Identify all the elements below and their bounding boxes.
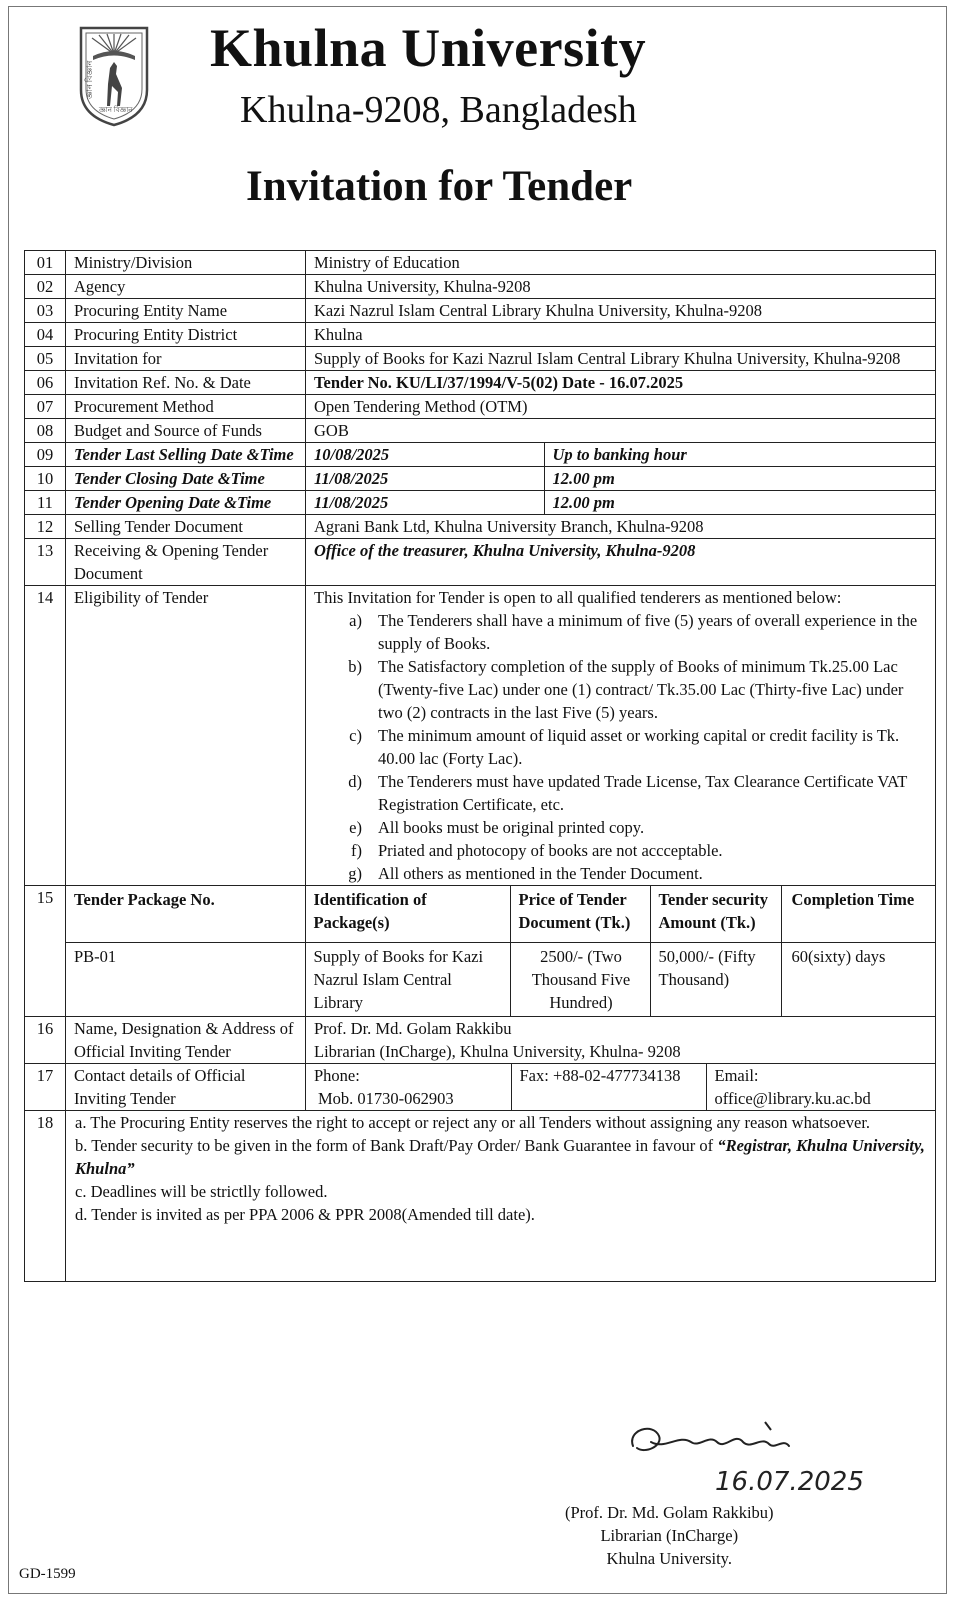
tender-table [24, 250, 936, 1282]
row-number: 11 [25, 491, 66, 515]
university-logo [77, 24, 151, 128]
row-number: 07 [25, 395, 66, 419]
row-label: Tender Opening Date &Time [66, 491, 306, 515]
table-row [25, 323, 936, 347]
list-item: f) Priated and photocopy of books are not accceptable. [351, 841, 723, 860]
svg-text:জ্ঞান বিজ্ঞান: জ্ঞান বিজ্ঞান [85, 60, 94, 99]
footer-code: GD-1599 [19, 1566, 76, 1582]
table-row [25, 251, 936, 275]
row-label: Procuring Entity District [66, 323, 306, 347]
table-row [25, 539, 936, 586]
table-row [25, 467, 936, 491]
row-label: Eligibility of Tender [66, 586, 306, 886]
row-value: GOB [306, 419, 936, 443]
row-value: Agrani Bank Ltd, Khulna University Branch, Khulna-9208 [306, 515, 936, 539]
svg-text:16.07.2025: 16.07.2025 [715, 1467, 864, 1497]
table-row [25, 515, 936, 539]
row-number: 05 [25, 347, 66, 371]
closing-date: 11/08/2025 [306, 467, 544, 490]
row-label: Tender Closing Date &Time [66, 467, 306, 491]
row-number: 13 [25, 539, 66, 586]
row-label: Invitation Ref. No. & Date [66, 371, 306, 395]
row-value: Ministry of Education [306, 251, 936, 275]
row-number: 06 [25, 371, 66, 395]
phone-label: Phone: [314, 1066, 360, 1085]
row-label: Selling Tender Document [66, 515, 306, 539]
official-details [306, 1017, 936, 1064]
security-amount: 50,000/- (Fifty Thousand) [650, 943, 781, 1017]
list-item: g) All others as mentioned in the Tender Document. [348, 864, 703, 883]
row-label: Procurement Method [66, 395, 306, 419]
list-item: c) The minimum amount of liquid asset or working capital or credit facility is Tk. 40.00 lac (Forty Lac). [349, 726, 900, 768]
row-label: Agency [66, 275, 306, 299]
row-label: Procuring Entity Name [66, 299, 306, 323]
opening-date: 11/08/2025 [306, 491, 544, 514]
row-number: 17 [25, 1064, 66, 1111]
svg-text:জ্ঞান বিজ্ঞান: জ্ঞান বিজ্ঞান [99, 106, 133, 114]
official-row [25, 1017, 936, 1064]
note-b: b. Tender security to be given in the form of Bank Draft/Pay Order/ Bank Guarantee in favour of “Registrar, Khulna University, Khulna” [75, 1136, 925, 1178]
list-item: b) The Satisfactory completion of the supply of Books of minimum Tk.25.00 Lac (Twenty-five Lac) under one (1) contract/ Tk.35.00 Lac (Thirty-five Lac) under two (2) contracts in the last Five (5) years. [348, 657, 904, 722]
row-number: 02 [25, 275, 66, 299]
package-header: Completion Time [781, 886, 935, 943]
table-row [25, 491, 936, 515]
row-number: 10 [25, 467, 66, 491]
row-number: 18 [25, 1111, 66, 1282]
document-price: 2500/- (Two Thousand Five Hundred) [510, 943, 650, 1017]
row-label: Invitation for [66, 347, 306, 371]
fax-number: Fax: +88-02-477734138 [511, 1064, 706, 1110]
list-item: d) The Tenderers must have updated Trade License, Tax Clearance Certificate VAT Registration Certificate, etc. [348, 772, 908, 814]
email-label: Email: [714, 1066, 759, 1085]
receiving-office: Office of the treasurer, Khulna University, Khulna-9208 [306, 539, 936, 586]
row-label: Budget and Source of Funds [66, 419, 306, 443]
eligibility-list [314, 609, 929, 885]
row-number: 16 [25, 1017, 66, 1064]
row-number: 04 [25, 323, 66, 347]
table-row [25, 419, 936, 443]
note-a: a. The Procuring Entity reserves the right to accept or reject any or all Tenders without assigning any reason whatsoever. [75, 1113, 871, 1132]
package-header: Tender Package No. [66, 886, 305, 943]
row-number: 12 [25, 515, 66, 539]
table-row [25, 395, 936, 419]
row-number: 01 [25, 251, 66, 275]
signatory-org: Khulna University. [606, 1549, 732, 1568]
table-row [25, 347, 936, 371]
row-number: 15 [25, 886, 66, 1017]
document-title: Invitation for Tender [246, 163, 633, 210]
row-value: Open Tendering Method (OTM) [306, 395, 936, 419]
row-label: Receiving & Opening Tender Document [66, 539, 306, 586]
phone-number: Mob. 01730-062903 [318, 1089, 454, 1108]
notes-row [25, 1111, 936, 1282]
signatory-name: (Prof. Dr. Md. Golam Rakkibu) [565, 1503, 774, 1522]
row-label: Tender Last Selling Date &Time [66, 443, 306, 467]
contact-row [25, 1064, 936, 1111]
row-label: Name, Designation & Address of Official Inviting Tender [66, 1017, 306, 1064]
handwritten-signature [625, 1412, 895, 1498]
list-item: e) All books must be original printed copy. [349, 818, 645, 837]
signatory-title: Librarian (InCharge) [600, 1526, 739, 1545]
selling-time: Up to banking hour [552, 445, 687, 464]
row-value: Khulna [306, 323, 936, 347]
row-number: 09 [25, 443, 66, 467]
signature-block [565, 1501, 774, 1570]
row-label: Ministry/Division [66, 251, 306, 275]
notes-content [66, 1111, 936, 1282]
row-value: Kazi Nazrul Islam Central Library Khulna University, Khulna-9208 [306, 299, 936, 323]
row-value: Khulna University, Khulna-9208 [306, 275, 936, 299]
note-c: c. Deadlines will be strictlly followed. [75, 1182, 328, 1201]
row-label: Contact details of Official Inviting Tender [66, 1064, 306, 1111]
official-designation: Librarian (InCharge), Khulna University, Khulna- 9208 [314, 1042, 681, 1061]
email-address: office@library.ku.ac.bd [714, 1089, 871, 1108]
package-table [66, 886, 935, 1016]
package-number: PB-01 [66, 943, 305, 1017]
table-row [25, 443, 936, 467]
table-row [25, 275, 936, 299]
university-address: Khulna-9208, Bangladesh [240, 89, 637, 131]
eligibility-intro: This Invitation for Tender is open to all qualified tenderers as mentioned below: [314, 588, 842, 607]
list-item: a) The Tenderers shall have a minimum of five (5) years of overall experience in the supply of Books. [349, 611, 918, 653]
opening-time: 12.00 pm [552, 493, 615, 512]
package-row [25, 886, 936, 1017]
row-number: 14 [25, 586, 66, 886]
package-header: Price of Tender Document (Tk.) [510, 886, 650, 943]
note-d: d. Tender is invited as per PPA 2006 & PPR 2008(Amended till date). [75, 1205, 535, 1224]
official-name: Prof. Dr. Md. Golam Rakkibu [314, 1019, 512, 1038]
package-header: Tender security Amount (Tk.) [650, 886, 781, 943]
package-header: Identification of Package(s) [305, 886, 510, 943]
package-identification: Supply of Books for Kazi Nazrul Islam Central Library [305, 943, 510, 1017]
table-row [25, 299, 936, 323]
row-number: 08 [25, 419, 66, 443]
row-value: Supply of Books for Kazi Nazrul Islam Central Library Khulna University, Khulna-9208 [306, 347, 936, 371]
table-row [25, 371, 936, 395]
eligibility-content [306, 586, 936, 886]
closing-time: 12.00 pm [552, 469, 615, 488]
selling-date: 10/08/2025 [306, 443, 544, 466]
university-name: Khulna University [210, 18, 647, 78]
tender-reference: Tender No. KU/LI/37/1994/V-5(02) Date - 16.07.2025 [306, 371, 936, 395]
completion-time: 60(sixty) days [791, 947, 886, 966]
eligibility-row [25, 586, 936, 886]
row-number: 03 [25, 299, 66, 323]
